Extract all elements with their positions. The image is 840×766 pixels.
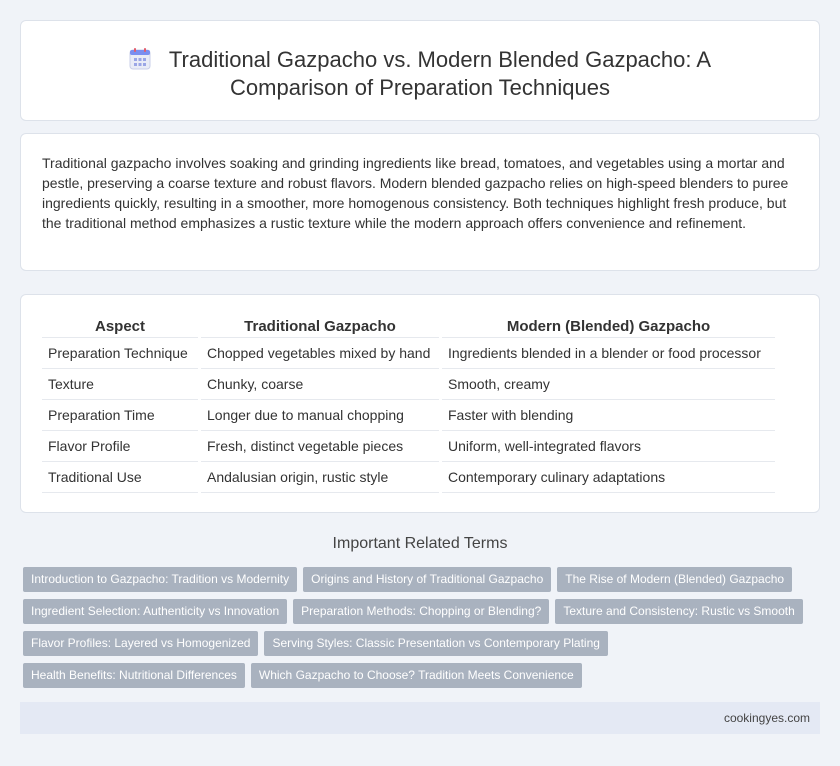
cell-modern: Ingredients blended in a blender or food processor [441,338,776,369]
comparison-card [20,294,820,513]
related-term-tag[interactable]: Texture and Consistency: Rustic vs Smooth [555,599,802,624]
table-row [42,431,775,462]
table-row [42,462,775,493]
calendar-icon [129,48,151,70]
related-term-tag[interactable]: Preparation Methods: Chopping or Blending? [293,599,549,624]
header-traditional: Traditional Gazpacho [200,315,441,338]
cell-traditional: Fresh, distinct vegetable pieces [200,431,441,462]
table-row [42,369,775,400]
cell-aspect: Preparation Time [42,400,200,431]
cell-aspect: Preparation Technique [42,338,200,369]
cell-aspect: Flavor Profile [42,431,200,462]
cell-modern: Faster with blending [441,400,776,431]
related-term-tag[interactable]: Which Gazpacho to Choose? Tradition Meets Convenience [251,663,582,688]
footer-bar [20,702,820,734]
cell-modern: Uniform, well-integrated flavors [441,431,776,462]
table-row [42,338,775,369]
footer-site-link[interactable]: cookingyes.com [723,711,810,725]
related-term-tag[interactable]: Flavor Profiles: Layered vs Homogenized [23,631,258,656]
cell-traditional: Andalusian origin, rustic style [200,462,441,493]
summary-text: Traditional gazpacho involves soaking and grinding ingredients like bread, tomatoes, and vegetables using a mortar and pestle, preserving a coarse texture and robust flavors. Modern blended gazpacho relies on high-speed blenders to puree ingredients quickly, resulting in a smoother, more homogenous consistency. Both techniques highlight fresh produce, but the traditional method emphasizes a rustic texture while the modern approach offers convenience and refinement. [42,155,789,231]
cell-modern: Contemporary culinary adaptations [441,462,776,493]
header-aspect: Aspect [42,315,200,338]
table-row [42,400,775,431]
title-card [20,20,820,121]
related-term-tag[interactable]: Origins and History of Traditional Gazpacho [303,567,551,592]
cell-traditional: Chopped vegetables mixed by hand [200,338,441,369]
cell-aspect: Traditional Use [42,462,200,493]
title-line-1: Traditional Gazpacho vs. Modern Blended Gazpacho: A [168,47,712,72]
comparison-table [42,315,775,493]
related-term-tag[interactable]: Ingredient Selection: Authenticity vs Innovation [23,599,287,624]
cell-traditional: Chunky, coarse [200,369,441,400]
related-term-tag[interactable]: Introduction to Gazpacho: Tradition vs Modernity [23,567,297,592]
related-term-tag[interactable]: The Rise of Modern (Blended) Gazpacho [557,567,792,592]
cell-modern: Smooth, creamy [441,369,776,400]
cell-aspect: Texture [42,369,200,400]
summary-card [20,133,820,271]
title-line-2: Comparison of Preparation Techniques [230,75,610,100]
table-header-row [42,315,775,338]
related-terms-list [23,567,823,695]
cell-traditional: Longer due to manual chopping [200,400,441,431]
header-modern: Modern (Blended) Gazpacho [441,315,776,338]
page-title [21,46,819,102]
related-terms-heading: Important Related Terms [332,535,508,552]
related-term-tag[interactable]: Health Benefits: Nutritional Differences [23,663,245,688]
related-term-tag[interactable]: Serving Styles: Classic Presentation vs Contemporary Plating [264,631,607,656]
